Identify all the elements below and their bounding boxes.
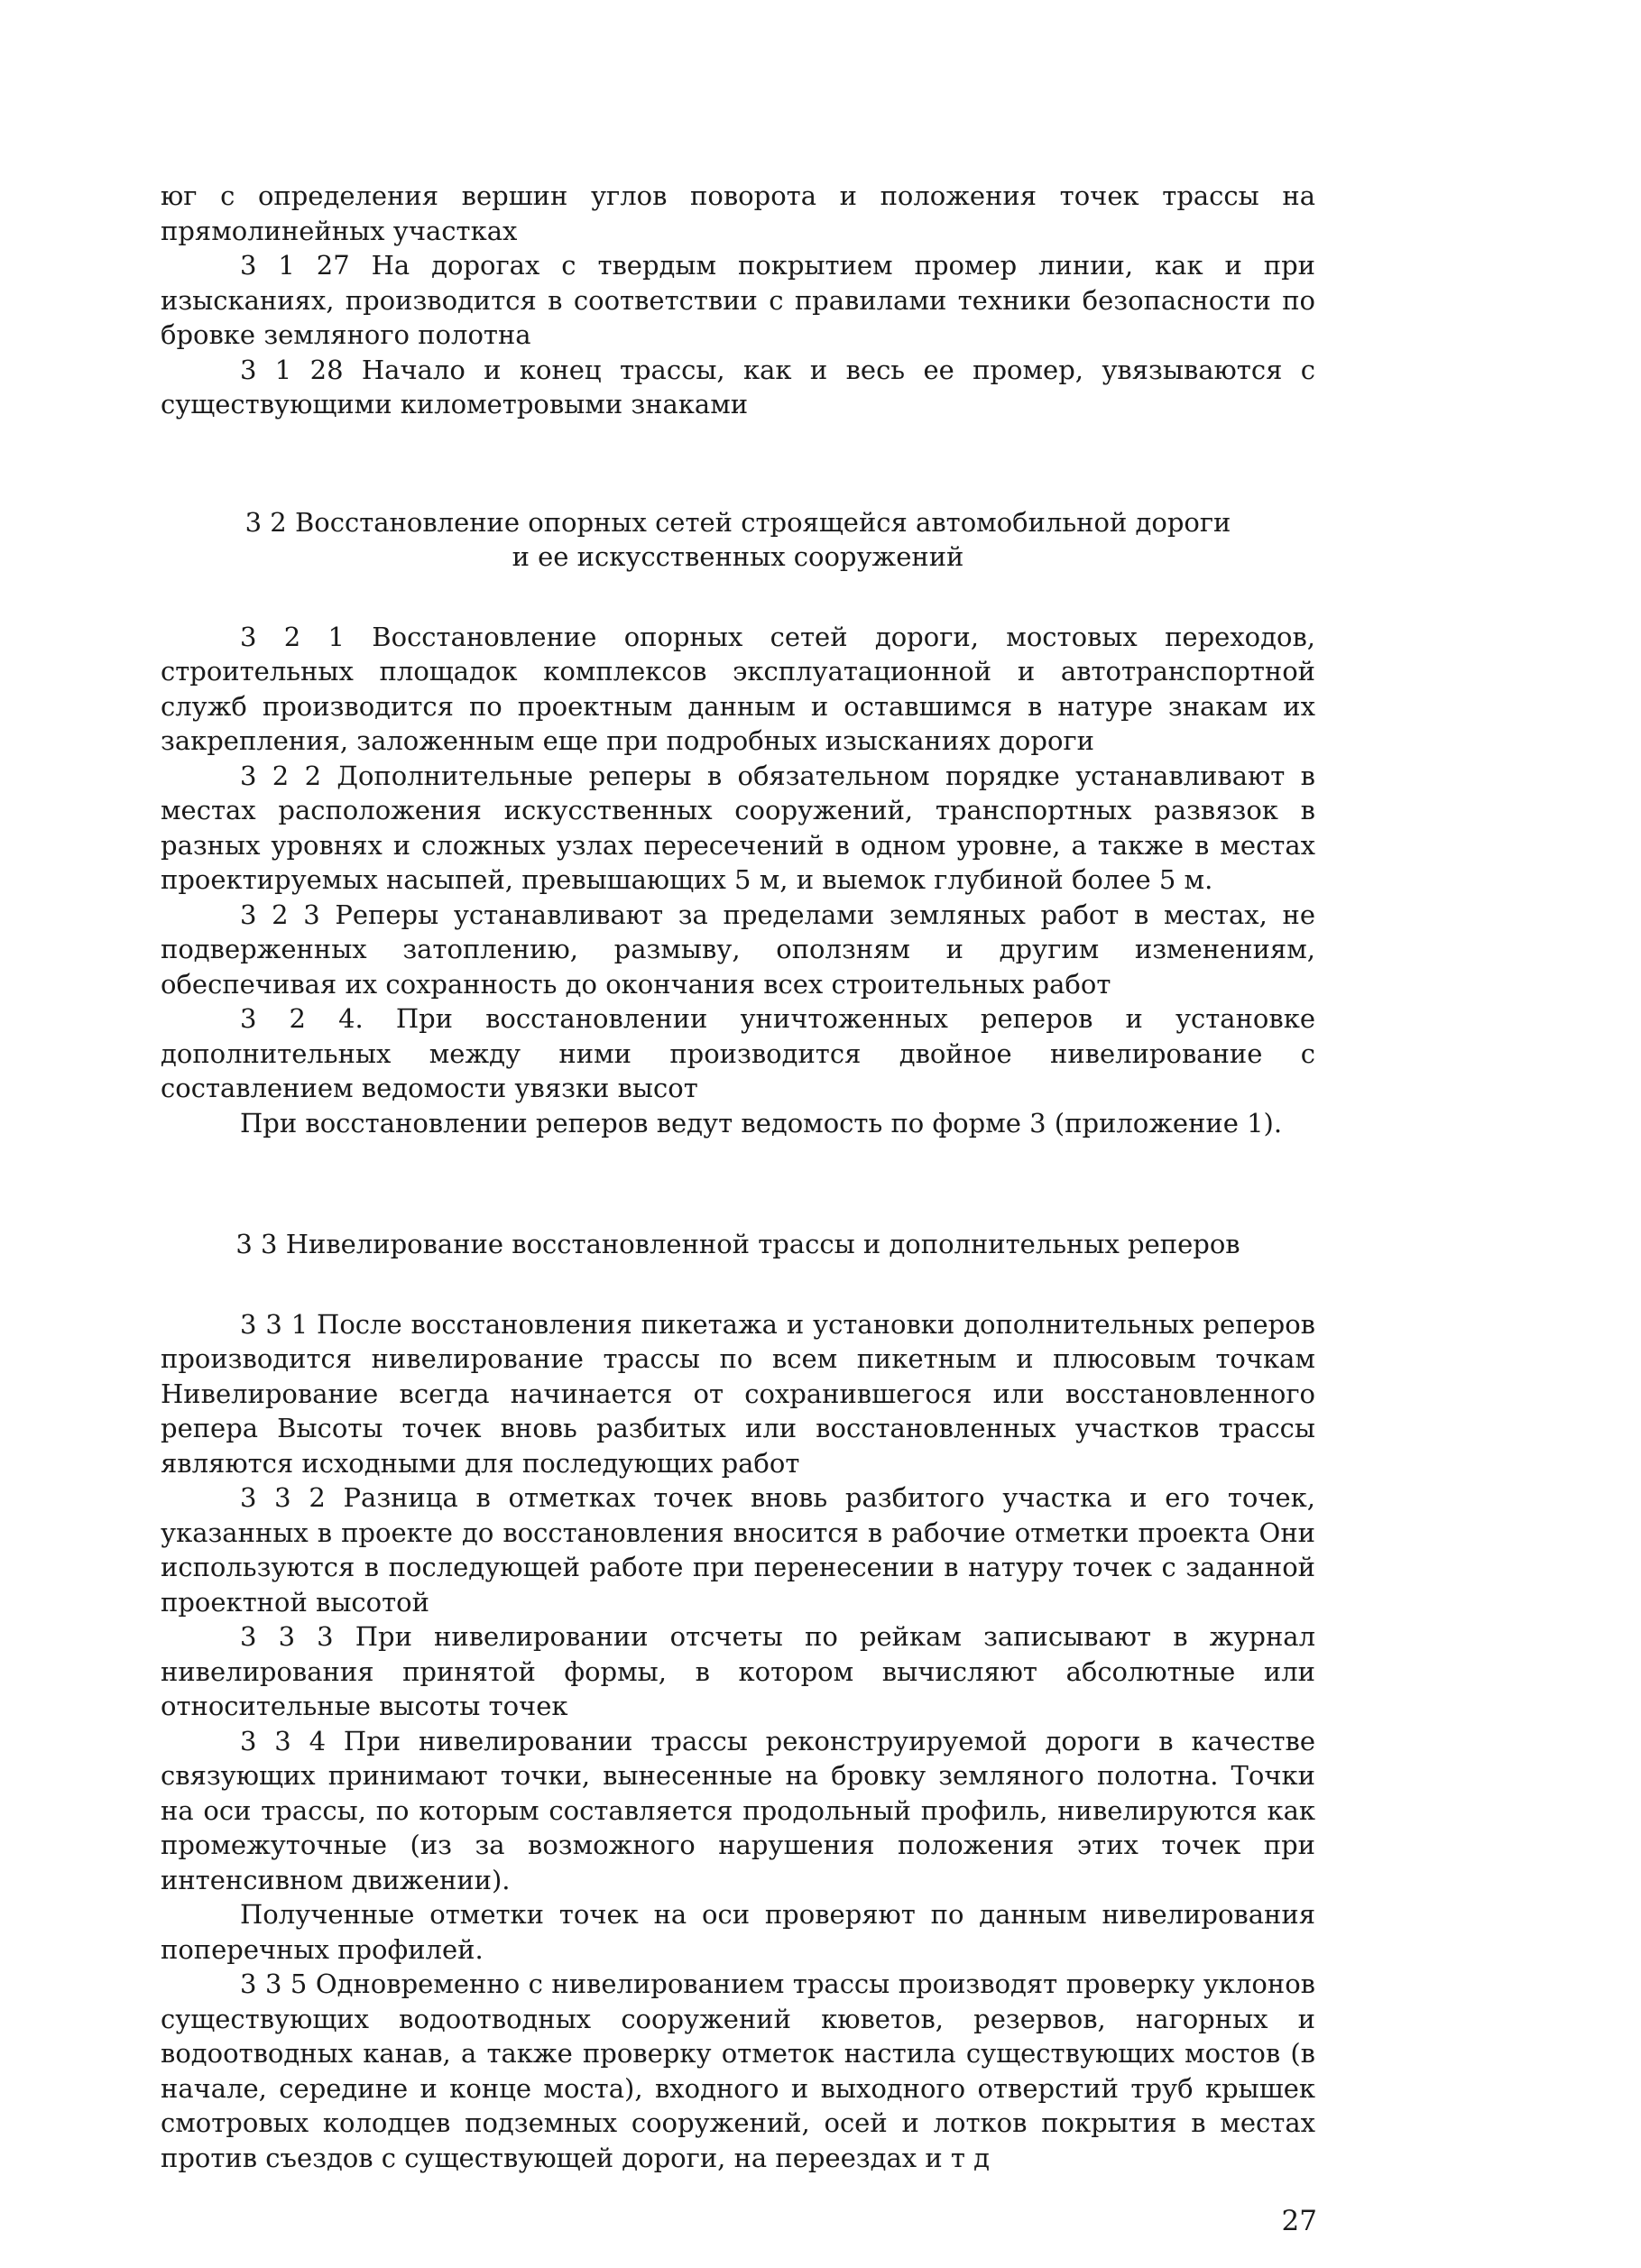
paragraph-3-2-1: 3 2 1 Восстановление опорных сетей дороги, мостовых переходов, строительных площадок комплексов эксплуатационной и автотранспортной служб производится по проектным данным и оставшимся в натуре знакам их закрепления, заложенным еще при подробных изысканиях дороги bbox=[161, 621, 1315, 756]
paragraph-3-1-28: 3 1 28 Начало и конец трассы, как и весь ее промер, увязываются с существующими километровыми знаками bbox=[161, 354, 1315, 419]
paragraph-3-2-3: 3 2 3 Реперы устанавливают за пределами земляных работ в местах, не подверженных затоплению, размыву, оползням и другим изменениям, обеспечивая их сохранность до окончания всех строительных работ bbox=[161, 899, 1315, 1000]
paragraph-3-1-27: 3 1 27 На дорогах с твердым покрытием промер линии, как и при изысканиях, производится в соответствии с правилами техники безопасности по бровке земляного полотна bbox=[161, 250, 1315, 350]
section-heading-3-2-line2: и ее искусственных сооружений bbox=[512, 541, 964, 572]
section-heading-3-2 bbox=[161, 505, 1315, 575]
section-heading-3-2-line1: 3 2 Восстановление опорных сетей строящейся автомобильной дороги bbox=[244, 506, 1231, 538]
paragraph-3-2-4-note: При восстановлении реперов ведут ведомость по форме 3 (приложение 1). bbox=[240, 1107, 1283, 1139]
paragraph-continuation: юг с определения вершин углов поворота и положения точек трассы на прямолинейных участках bbox=[161, 180, 1315, 246]
section-heading-3-3: 3 3 Нивелирование восстановленной трассы и дополнительных реперов bbox=[235, 1229, 1240, 1259]
paragraph-3-3-4-note: Полученные отметки точек на оси проверяют по данным нивелирования поперечных профилей. bbox=[161, 1899, 1315, 1965]
paragraph-3-3-4: 3 3 4 При нивелировании трассы реконструируемой дороги в качестве связующих принимают точки, вынесенные на бровку земляного полотна. Точки на оси трассы, по которым составляется продольный профиль, нивелируются как промежуточные (из за возможного нарушения положения этих точек при интенсивном движении). bbox=[161, 1725, 1315, 1895]
paragraph-3-3-2: 3 3 2 Разница в отметках точек вновь разбитого участка и его точек, указанных в проекте до восстановления вносится в рабочие отметки проекта Они используются в последующей работе при перенесении в натуру точек с заданной проектной высотой bbox=[161, 1482, 1315, 1618]
paragraph-3-2-2: 3 2 2 Дополнительные реперы в обязательном порядке устанавливают в местах расположения искусственных сооружений, транспортных развязок в разных уровнях и сложных узлах пересечений в одном уровне, а также в местах проектируемых насыпей, превышающих 5 м, и выемок глубиной более 5 м. bbox=[161, 760, 1315, 895]
page-body bbox=[161, 179, 1315, 2175]
paragraph-3-3-1: 3 3 1 После восстановления пикетажа и установки дополнительных реперов производится нивелирование трассы по всем пикетным и плюсовым точкам Нивелирование всегда начинается от сохранившегося или восстановленного репера Высоты точек вновь разбитых или восстановленных участков трассы являются исходными для последующих работ bbox=[161, 1308, 1315, 1479]
paragraph-3-3-3: 3 3 3 При нивелировании отсчеты по рейкам записывают в журнал нивелирования принятой формы, в котором вычисляют абсолютные или относительные высоты точек bbox=[161, 1621, 1315, 1721]
paragraph-3-3-5: 3 3 5 Одновременно с нивелированием трассы производят проверку уклонов существующих водоотводных сооружений кюветов, резервов, нагорных и водоотводных канав, а также проверку отметок настила существующих мостов (в начале, середине и конце моста), входного и выходного отверстий труб крышек смотровых колодцев подземных сооружений, осей и лотков покрытия в местах против съездов с существующей дороги, на переездах и т д bbox=[161, 1968, 1315, 2173]
paragraph-3-2-4: 3 2 4. При восстановлении уничтоженных реперов и установке дополнительных между ними производится двойное нивелирование с составлением ведомости увязки высот bbox=[161, 1003, 1315, 1103]
page-number: 27 bbox=[1281, 2205, 1317, 2237]
